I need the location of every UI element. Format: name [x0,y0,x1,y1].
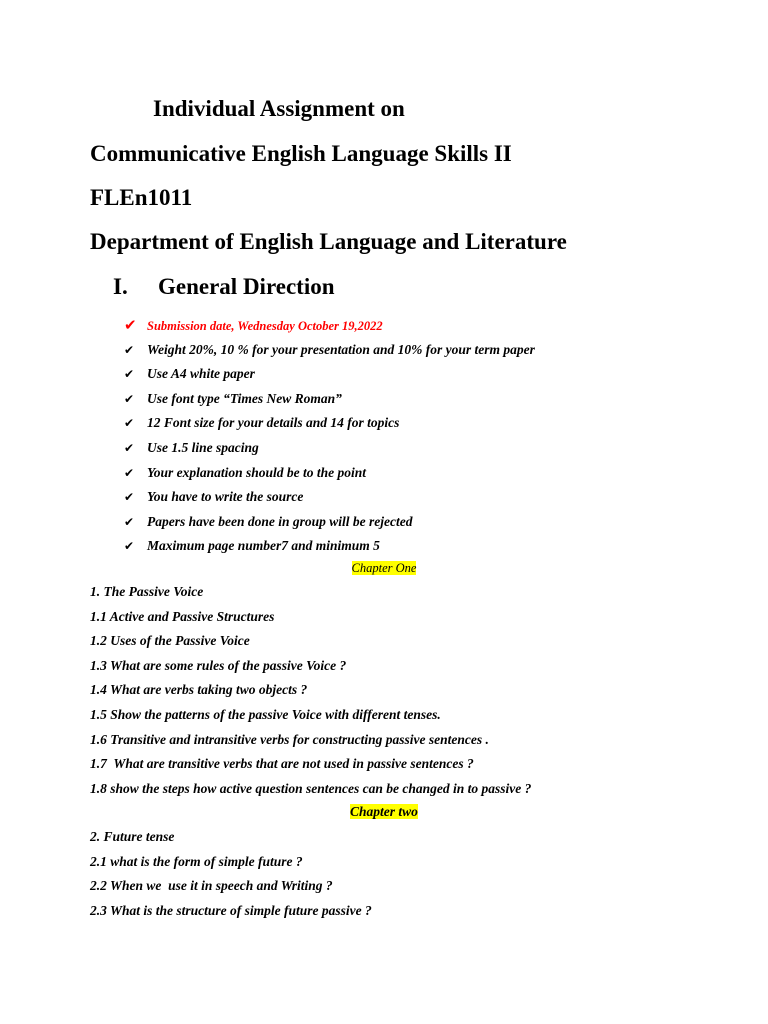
direction-text: Maximum page number7 and minimum 5 [147,538,380,554]
checkmark-icon: ✔ [124,391,135,406]
section-heading [113,272,335,302]
assignment-title: Individual Assignment on [153,96,405,121]
direction-item [124,338,535,363]
directions-list [124,313,535,559]
topic-item: 1.6 Transitive and intransitive verbs for constructing passive sentences . [90,731,489,747]
chapter-two-label: Chapter two [350,804,418,819]
topic-item: 1.7 What are transitive verbs that are not used in passive sentences ? [90,756,474,772]
topic-item: 2.3 What is the structure of simple future passive ? [90,902,372,918]
direction-text: 12 Font size for your details and 14 for topics [147,415,400,431]
direction-text: Weight 20%, 10 % for your presentation and 10% for your term paper [147,341,535,357]
direction-text: You have to write the source [147,489,304,505]
chapter-two-heading [0,804,768,820]
chapter-one-label: Chapter One [351,561,417,575]
direction-item [124,436,535,461]
chapter-one-topics [90,580,531,801]
direction-text: Use font type “Times New Roman” [147,390,342,406]
department-name: Department of English Language and Literature [90,229,567,254]
direction-item [124,534,535,559]
chapter-two-topics [90,825,372,923]
checkmark-icon: ✔ [124,316,137,334]
direction-item [124,362,535,387]
chapter-one-heading [0,561,768,576]
direction-text: Your explanation should be to the point [147,464,367,480]
section-number: I. [113,274,128,299]
section-title: General Direction [158,274,335,299]
direction-text: Use A4 white paper [147,366,255,382]
course-code: FLEn1011 [90,185,193,210]
checkmark-icon: ✔ [124,465,135,480]
topic-item: 1.8 show the steps how active question sentences can be changed in to passive ? [90,780,532,796]
checkmark-icon: ✔ [124,440,135,455]
topic-item: 1.1 Active and Passive Structures [90,608,275,624]
topic-item: 1.2 Uses of the Passive Voice [90,633,250,649]
direction-text: Submission date, Wednesday October 19,2022 [147,319,383,333]
direction-item [124,387,535,412]
checkmark-icon: ✔ [124,416,135,431]
checkmark-icon: ✔ [124,490,135,505]
direction-item-submission-date [124,313,535,338]
checkmark-icon: ✔ [124,514,135,529]
topic-item: 1.3 What are some rules of the passive Voice ? [90,657,347,673]
direction-text: Use 1.5 line spacing [147,439,259,455]
topic-item: 2.1 what is the form of simple future ? [90,853,303,869]
checkmark-icon: ✔ [124,367,135,382]
course-title: Communicative English Language Skills II [90,141,512,166]
topic-item: 1.4 What are verbs taking two objects ? [90,682,308,698]
topic-item: 1. The Passive Voice [90,584,204,599]
direction-item [124,411,535,436]
direction-text: Papers have been done in group will be rejected [147,513,413,529]
checkmark-icon: ✔ [124,342,135,357]
direction-item [124,485,535,510]
topic-item: 2. Future tense [90,829,175,844]
checkmark-icon: ✔ [124,539,135,554]
topic-item: 1.5 Show the patterns of the passive Voice with different tenses. [90,706,441,722]
direction-item [124,461,535,486]
topic-item: 2.2 When we use it in speech and Writing ? [90,878,333,894]
direction-item [124,510,535,535]
